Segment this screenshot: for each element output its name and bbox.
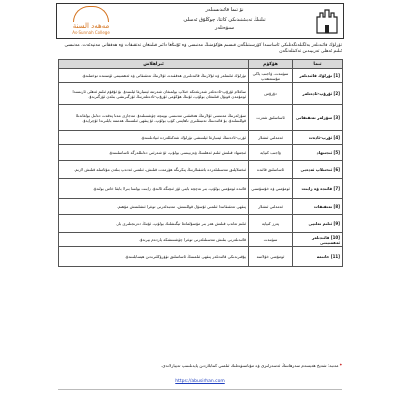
footer-star: *: [339, 363, 342, 368]
table-cell-topic: [9] ئىلىم تەلىپى: [293, 215, 343, 233]
table-cell-explanation: ئىلىم تەلەپ قىلىش ھەر بىر مۇسۇلمانغا تېگىشلىك بولۇپ، ئۇنىڭ دەرىجىلىرى بار.: [59, 215, 249, 233]
document-page: [56, 3, 344, 394]
table-row: [59, 215, 343, 233]
footer-note-text: مەنبە: شەيخ ھەيسەم سەرھاننىڭ ئەسەرلىرى ۋە مۇناسىۋەتلىك ئىلمىي كىتابلاردىن پايدىلىنىپ تەييارلاندى.: [160, 363, 339, 368]
table-row: [59, 179, 343, 199]
table-cell-ruling: سۈننەت: [249, 233, 293, 247]
table-row: [59, 105, 343, 131]
table-row: [59, 83, 343, 105]
table-cell-ruling: ئاساسلىق قائىدە: [249, 161, 293, 179]
table-row: [59, 131, 343, 145]
header-topic: تىما: [293, 60, 343, 69]
table-cell-explanation: ساغلام ئۇرۇپ-ئادەتلەر شەرىئەتكە خىلاپ بولمىغان شەرتتە ئېتىبارغا ئېلىنىدۇ. بۇ ئۇقۇم ئىلىم ئەھلى ئارىسىدا ئومۇمەن قوبۇل قىلىنغان بولۇپ، ئۇنىڭ ھۆكۈمى ئۇرۇپ-ئادەتلەرنىڭ ئۆزگىرىشى بىلەن ئۆزگىرىدۇ.: [59, 83, 249, 105]
table-cell-ruling: پەرز كىپايە: [249, 215, 293, 233]
table-cell-explanation: يۇقىرىدىكى قائىدىلەر پىقھى ئىلمىنىڭ ئاساسلىق تۈۋرۈكلىرىدىن ھېسابلىنىدۇ.: [59, 247, 249, 267]
table-cell-ruling: سۈننەت، ۋاجىب ياكى مۇستەھەپ: [249, 69, 293, 83]
table-row: [59, 161, 343, 179]
footer-note: [58, 363, 342, 369]
table-cell-topic: [11] خاتىمە: [293, 247, 343, 267]
table-cell-ruling: دۇرۇس: [249, 83, 293, 105]
table-cell-explanation: قائىدە ئومۇمىي بولۇپ، بىر نەچچە بابنى ئۆز ئىچىگە ئالىدۇ. زابىت بولسا بىرلا بابقا خاس بولىدۇ.: [59, 179, 249, 199]
rules-table: [58, 59, 343, 267]
table-cell-ruling: ئومۇمىي خۇلاسە: [249, 247, 293, 267]
header-title: نۆ تىما قائىدىسىلەر: [205, 7, 244, 13]
table-cell-topic: [2] ئۇرۇپ-ئادەتلەر: [293, 83, 343, 105]
table-row: [59, 199, 343, 215]
table-cell-topic: [8] تەتقىقات: [293, 199, 343, 215]
header-explanation: ئىزاھلاش: [59, 60, 249, 69]
table-cell-explanation: ئىختىلاپلىق مەسىلىلەردە باشقىلارنىڭ پىكرىگە ھۆرمەت قىلىش، ئىلمىي ئەدەپ بىلەن مۇئامىلە قىلىش لازىم.: [59, 161, 249, 179]
table-cell-topic: [7] قائىدە ۋە زابىت: [293, 179, 343, 199]
table-cell-topic: [1] تۈرلۈك قائىدىلەر: [293, 69, 343, 83]
table-row: [59, 69, 343, 83]
table-header-row: [59, 60, 343, 69]
table-cell-topic: [10] قائىدىلەر ئەھمىيىتى: [293, 233, 343, 247]
table-row: [59, 247, 343, 267]
header-ruling: ھۆكۈم: [249, 60, 293, 69]
document-header: [56, 3, 344, 39]
college-logo-name: مەھەد السنة: [72, 22, 110, 30]
table-cell-ruling: ئاساسلىق شەرت: [249, 105, 293, 131]
table-cell-ruling: ئەمەلىي ئىشلار: [249, 199, 293, 215]
college-logo-subtitle: As-Sunnah College: [72, 30, 110, 35]
header-subtitle: تىلنىڭ تەبىئىتىدىكى كاتتا، چوڭلۇق ئەسلى: [183, 17, 266, 23]
table-cell-explanation: سۆزلەرنىڭ مەنىسى ئۇلارنىڭ ھەقىقىي مەنىسى بويىچە چۈشىنىلىدۇ. مەجازى مەنا پەقەت دەلىل بولغاندىلا قوللىنىلىدۇ. بۇ قائىدىنىڭ تەتبىقلىرى ناھايىتى كۆپ بولۇپ، ئۇ پىقھى ئىلمىنىڭ ھەممە بابلىرىدا ئۇچرايدۇ.: [59, 105, 249, 131]
table-cell-explanation: ئىجتىھاد قىلىش ئىلىم ئەھلىنىڭ ۋەزىپىسى بولۇپ، ئۇ شەرئىي دەلىللەرگە ئاساسلىنىدۇ.: [59, 145, 249, 161]
header-subtitle-2: سىۋەنلەر: [214, 25, 235, 31]
table-row: [59, 145, 343, 161]
table-cell-explanation: قائىدىلەرنى بىلىش مەسىلىلەرنى توغرا چۈشىنىشكە ياردەم بېرىدۇ.: [59, 233, 249, 247]
fortress-emblem-icon: [315, 7, 339, 35]
table-cell-topic: [6] ئىختىلاپ ئەدەبى: [293, 161, 343, 179]
dome-icon: [73, 6, 109, 22]
table-cell-ruling: ئومۇمىي ۋە خۇسۇسىي: [249, 179, 293, 199]
table-cell-explanation: تۈرلۈك ئىلىملەر ۋە ئۇلارنىڭ قائىدىلىرى ھەققىدە، ئۇلارنىڭ تەتقىقاتى ۋە ئەھمىيىتى ئۈستىدە توختىلىدۇ.: [59, 69, 249, 83]
table-cell-ruling: ۋاجىب كىپايە: [249, 145, 293, 161]
table-row: [59, 233, 343, 247]
college-logo: [61, 6, 121, 36]
website-link[interactable]: https://abusirhan.com: [175, 379, 225, 384]
table-cell-topic: [5] ئىجتىھاد: [293, 145, 343, 161]
table-cell-ruling: ئەمەلىي ئىشلار: [249, 131, 293, 145]
table-cell-topic: [4] ئۆرپ-ئادەت: [293, 131, 343, 145]
intro-paragraph: تۈرلۈك قائىدىلەر بەلگىلەنگەنلىكى ئاساسىدا كۆرسىتىلگەن قىسىم ھۆكۈمنىڭ مەنىسى ۋە ئۇنىڭغا دائىر قىلىنغان تەتقىقات ۋە ھەققانى مەنپەئەت. مەنىسى ئىلىم ئەھلى تەرىپىدىن تەكىتلەنگەن: [64, 43, 342, 54]
footer-divider: [58, 389, 342, 390]
table-cell-topic: [3] سۆزلەر تەتقىقاتى: [293, 105, 343, 131]
table-cell-explanation: پىقھى تەتقىقاتىدا ئىلمىي ئۇسۇل قوللىنىش، مەنبەلەرنى توغرا ئىشلىتىش مۇھىم.: [59, 199, 249, 215]
table-cell-explanation: ئۆرپ-ئادەتنىڭ ئېتىبارغا ئېلىنىشى تۈرلۈك شەكىللەردە ئىپادىلىنىدۇ.: [59, 131, 249, 145]
